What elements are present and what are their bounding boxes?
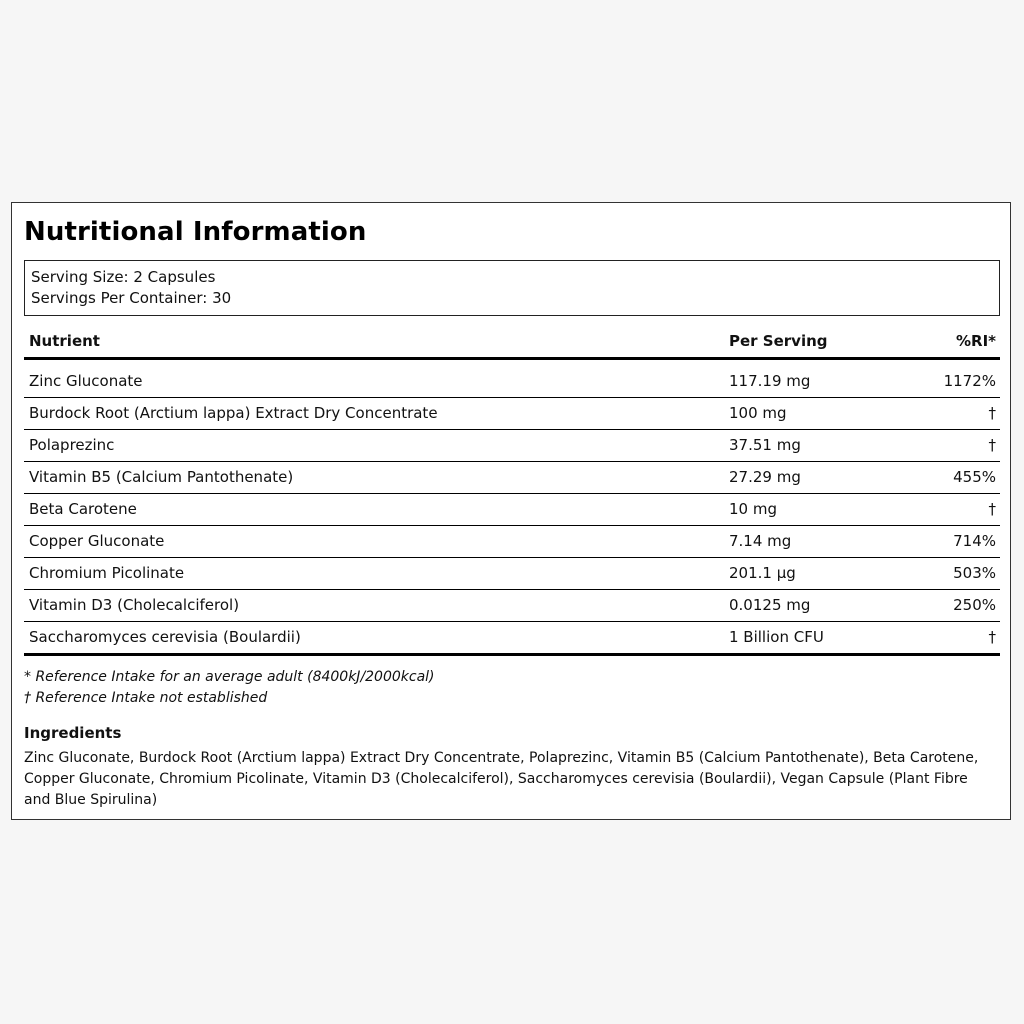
servings-per-container: Servings Per Container: 30 [31, 289, 232, 307]
table-row [24, 430, 1000, 462]
nutrient-name: Copper Gluconate [29, 532, 165, 550]
table-header [24, 325, 1000, 360]
nutrient-amount: 1 Billion CFU [729, 628, 824, 646]
table-row [24, 462, 1000, 494]
nutrient-ri: 1172% [943, 372, 996, 390]
panel-title: Nutritional Information [24, 217, 367, 247]
nutrient-name: Vitamin D3 (Cholecalciferol) [29, 596, 240, 614]
header-ri: %RI* [955, 332, 996, 350]
table-row [24, 366, 1000, 398]
nutrient-name: Polaprezinc [29, 436, 115, 454]
header-nutrient: Nutrient [29, 332, 100, 350]
nutrient-ri: 503% [953, 564, 996, 582]
nutrient-amount: 100 mg [729, 404, 787, 422]
nutrient-amount: 117.19 mg [729, 372, 811, 390]
nutrient-amount: 0.0125 mg [729, 596, 811, 614]
ingredients-text: Zinc Gluconate, Burdock Root (Arctium lappa) Extract Dry Concentrate, Polaprezinc, Vitamin B5 (Calcium Pantothenate), Beta Carotene, Copper Gluconate, Chromium Picolinate, Vitamin D3 (Cholecalciferol), Saccharomyces cerevisia (Boulardii), Vegan Capsule (Plant Fibre and Blue Spirulina) [24, 750, 979, 808]
serving-info-box [24, 260, 1000, 316]
nutrient-name: Saccharomyces cerevisia (Boulardii) [29, 628, 301, 646]
table-row [24, 494, 1000, 526]
nutrient-amount: 201.1 µg [729, 564, 796, 582]
nutrient-ri: † [988, 628, 996, 646]
table-row [24, 398, 1000, 430]
serving-size: Serving Size: 2 Capsules [31, 268, 216, 286]
nutrient-name: Beta Carotene [29, 500, 137, 518]
nutrient-ri: † [988, 500, 996, 518]
nutrient-ri: 250% [953, 596, 996, 614]
nutrient-name: Vitamin B5 (Calcium Pantothenate) [29, 468, 294, 486]
table-row [24, 526, 1000, 558]
nutrient-ri: † [988, 404, 996, 422]
footnote-ri: * Reference Intake for an average adult (8400kJ/2000kcal) [24, 669, 435, 685]
header-per-serving: Per Serving [729, 332, 828, 350]
table-row [24, 622, 1000, 656]
table-row [24, 558, 1000, 590]
footnote-not-established: † Reference Intake not established [24, 690, 268, 706]
nutrient-table [24, 325, 1000, 656]
nutrient-amount: 7.14 mg [729, 532, 792, 550]
nutrient-ri: 714% [953, 532, 996, 550]
nutrition-panel [11, 202, 1011, 820]
nutrient-name: Chromium Picolinate [29, 564, 185, 582]
ingredients-heading: Ingredients [24, 724, 122, 742]
footnotes [24, 667, 435, 709]
table-row [24, 590, 1000, 622]
nutrient-amount: 10 mg [729, 500, 777, 518]
nutrient-ri: 455% [953, 468, 996, 486]
nutrient-name: Zinc Gluconate [29, 372, 143, 390]
nutrient-amount: 37.51 mg [729, 436, 801, 454]
nutrient-name: Burdock Root (Arctium lappa) Extract Dry Concentrate [29, 404, 438, 422]
nutrient-ri: † [988, 436, 996, 454]
nutrient-amount: 27.29 mg [729, 468, 801, 486]
